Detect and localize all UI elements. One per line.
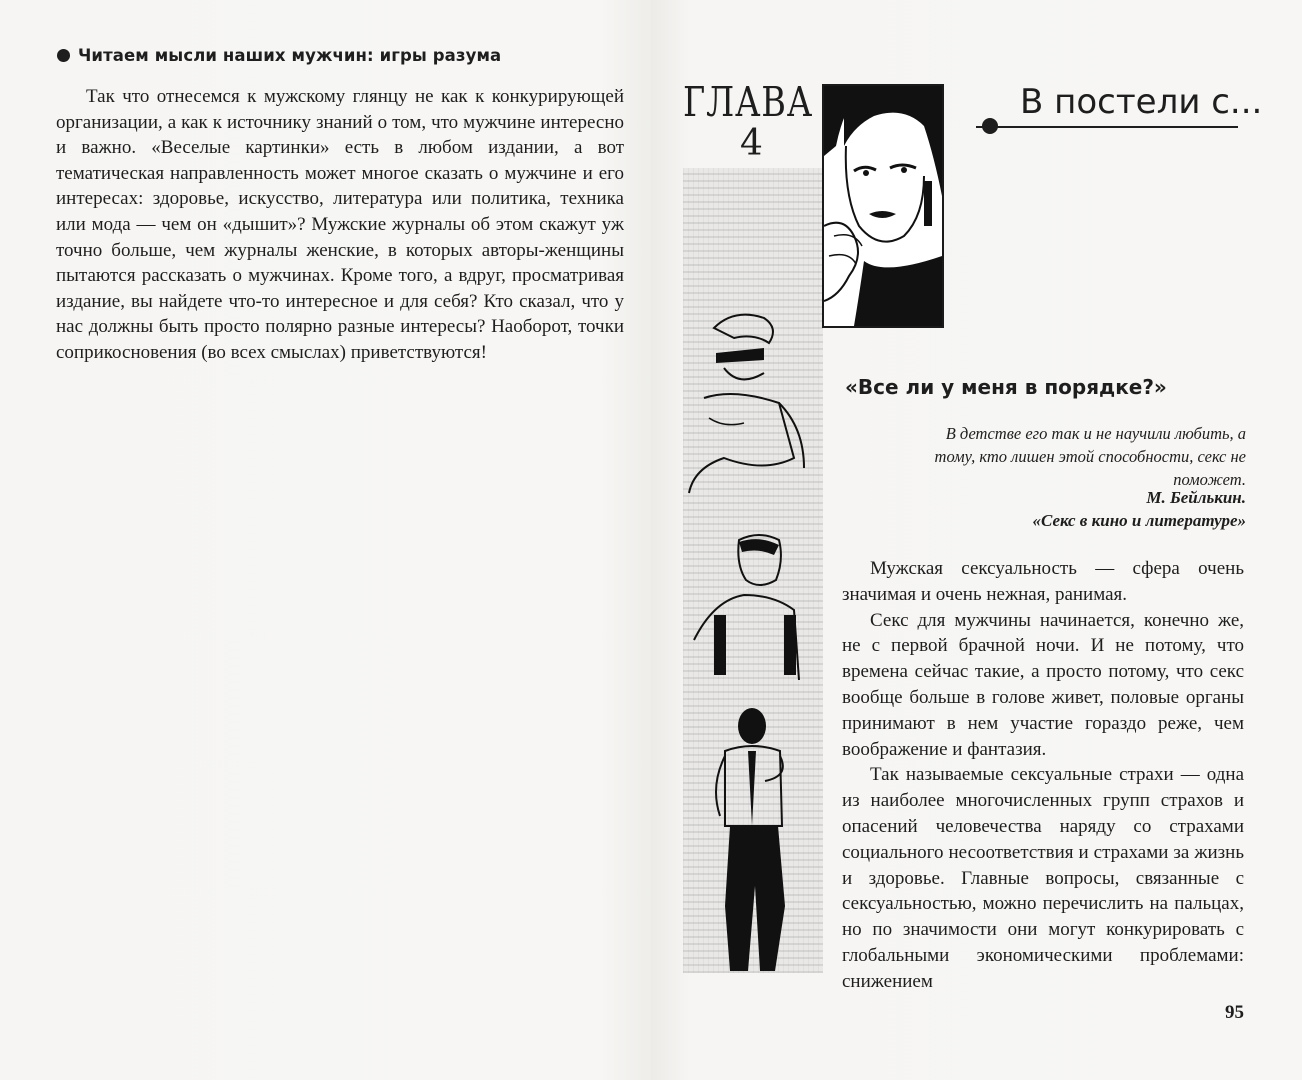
left-page-paragraph: Так что отнесемся к мужскому глянцу не как к конкурирующей организации, а как к источнику знаний о том, что мужчине интересно и важно. «Веселые картинки» есть в любом издании, а вот тематическая направленность может многое сказать о мужчине и его интересах: здоровье, искусство, литература или политика, техника или мода — чем он «дышит»? Мужские журналы об этом скажут уж точно больше, чем журналы женские, в которых авторы-женщины пытаются рассказать о мужчинах. Кроме того, а вдруг, просматривая издание, вы найдете что-то интересное и для себя? Кто сказал, что у нас должны быть просто полярно разные интересы? Наоборот, точки соприкосновения (во всех смыслах) приветствуются!	[56, 86, 624, 363]
bullet-dot-icon	[57, 49, 70, 62]
man-suspenders-illustration	[684, 530, 824, 680]
chapter-title: В постели с...	[1020, 82, 1263, 122]
right-page-body	[842, 556, 1244, 995]
body-paragraph: Мужская сексуальность — сфера очень значимая и очень нежная, ранимая.	[842, 558, 1244, 605]
page-number: 95	[1225, 1002, 1244, 1023]
running-head-text: Читаем мысли наших мужчин: игры разума	[78, 46, 502, 65]
body-paragraph: Так называемые сексуальные страхи — одна из наиболее многочисленных групп страхов и опасений человечества наряду со страхами социального несоответствия и страхами за жизнь и здоровье. Главные вопросы, связанные с сексуальностью, можно перечислить на пальцах, но по значимости они могут конкурировать с глобальными экономическими проблемами: снижением	[842, 764, 1244, 992]
epigraph-text: В детстве его так и не научили любить, а тому, кто лишен этой способности, секс не поможет.	[934, 424, 1246, 489]
chapter-number: 4	[740, 123, 763, 164]
epigraph-source: «Секс в кино и литературе»	[1032, 511, 1246, 530]
title-rule	[976, 126, 1238, 128]
title-dot-icon	[982, 118, 998, 134]
epigraph-author: М. Бейлькин.	[1146, 488, 1246, 507]
man-sunglasses-illustration	[684, 308, 824, 503]
man-silhouette-illustration	[690, 706, 820, 976]
chapter-label: ГЛАВА	[683, 78, 814, 126]
running-head	[57, 46, 501, 65]
body-paragraph: Секс для мужчины начинается, конечно же, не с первой брачной ночи. И не потому, что времена сейчас такие, а просто потому, что секс вообще больше в голове живет, половые органы принимают в нем участие гораздо реже, чем воображение и фантазия.	[842, 609, 1244, 760]
section-title: «Все ли у меня в порядке?»	[845, 375, 1167, 399]
woman-portrait-illustration	[822, 84, 944, 328]
